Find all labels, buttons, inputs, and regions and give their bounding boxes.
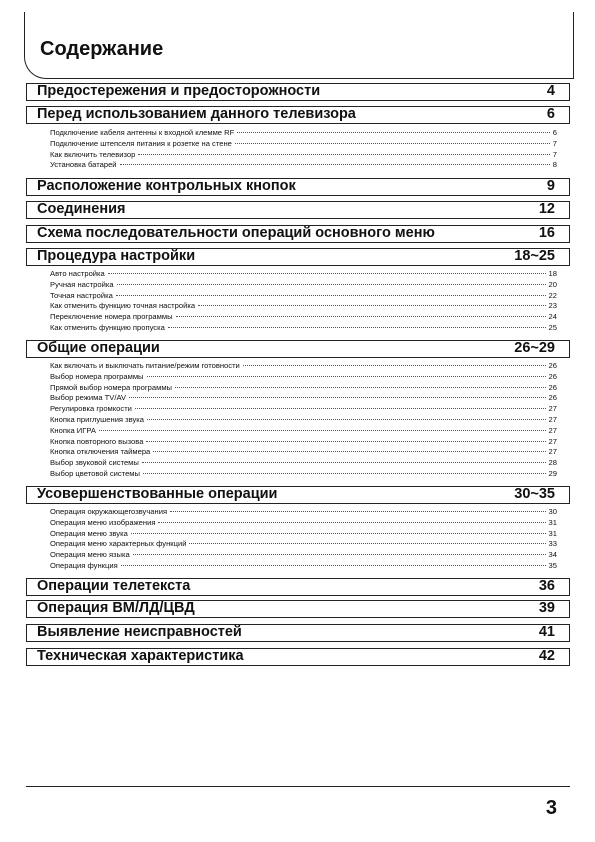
toc-entry[interactable] <box>50 372 557 383</box>
toc-entry[interactable] <box>50 312 557 323</box>
section-title: Выявление неисправностей <box>37 624 242 640</box>
toc-entry[interactable] <box>50 507 557 518</box>
entry-page: 25 <box>548 322 557 332</box>
entry-page: 26 <box>548 361 557 370</box>
dot-leader <box>176 316 546 317</box>
section-page: 9 <box>546 178 555 194</box>
section-page: 4 <box>546 83 555 99</box>
entry-page: 20 <box>548 279 557 289</box>
entry-title: Авто настройка <box>50 269 105 278</box>
entry-page: 22 <box>548 290 557 300</box>
section-title: Техническая характеристика <box>37 648 244 664</box>
entry-page: 35 <box>548 560 557 570</box>
dot-leader <box>133 554 546 555</box>
entry-page: 29 <box>548 468 557 478</box>
entry-title: Операция меню характерных функций <box>50 539 187 549</box>
toc-entry[interactable] <box>50 458 557 469</box>
toc-entry[interactable] <box>50 447 557 458</box>
entry-title: Регулировка громкости <box>50 404 132 414</box>
entry-title: Переключение номера программы <box>50 312 173 322</box>
dot-leader <box>116 295 546 296</box>
section-page: 41 <box>538 624 555 640</box>
section-title: Схема последовательности операций основного меню <box>37 225 435 241</box>
entry-title: Кнопка отключения таймера <box>50 447 151 457</box>
entry-page: 23 <box>548 301 557 311</box>
dot-leader <box>153 451 545 452</box>
subsection-list <box>50 361 557 480</box>
page-number: 3 <box>545 797 557 819</box>
section-heading[interactable] <box>26 600 570 618</box>
dot-leader <box>235 143 550 144</box>
entry-page: 30 <box>548 507 557 516</box>
section-page: 16 <box>538 225 555 241</box>
section-page: 30~35 <box>514 486 555 502</box>
section-page: 6 <box>546 106 555 122</box>
entry-title: Выбор звуковой системы <box>50 458 139 468</box>
entry-page: 28 <box>548 458 557 468</box>
section-heading[interactable] <box>26 83 570 101</box>
toc-entry[interactable] <box>50 150 557 161</box>
entry-title: Ручная настройка <box>50 279 114 289</box>
subsection-list <box>50 507 557 572</box>
section-heading[interactable] <box>26 340 570 358</box>
section-heading[interactable] <box>26 178 570 196</box>
entry-page: 34 <box>548 550 557 560</box>
entry-page: 7 <box>552 138 557 148</box>
dot-leader <box>175 387 546 388</box>
section-title: Соединения <box>37 201 126 217</box>
entry-page: 26 <box>548 393 557 403</box>
entry-title: Выбор режима TV/AV <box>50 393 127 403</box>
toc-entry[interactable] <box>50 518 557 529</box>
section-page: 39 <box>538 600 555 616</box>
dot-leader <box>147 419 546 420</box>
entry-title: Операция окружающегозвучания <box>50 507 168 516</box>
entry-title: Кнопка приглушения звука <box>50 414 145 424</box>
toc-entry[interactable] <box>50 323 557 334</box>
entry-title: Как отменить функцию пропуска <box>50 322 165 332</box>
dot-leader <box>198 305 546 306</box>
entry-title: Выбор цветовой системы <box>50 468 140 478</box>
entry-title: Выбор номера программы <box>50 371 144 381</box>
toc-entry[interactable] <box>50 269 557 280</box>
dot-leader <box>108 273 546 274</box>
section-heading[interactable] <box>26 106 570 124</box>
dot-leader <box>143 473 546 474</box>
entry-title: Кнопка повторного вызова <box>50 436 144 446</box>
entry-title: Установка батарей <box>50 160 117 170</box>
section-page: 36 <box>538 578 555 594</box>
entry-page: 27 <box>548 414 557 424</box>
entry-title: Операция меню изображения <box>50 517 156 527</box>
dot-leader <box>237 132 550 133</box>
section-heading[interactable] <box>26 624 570 642</box>
dot-leader <box>147 376 546 377</box>
entry-page: 31 <box>548 528 557 538</box>
entry-page: 27 <box>548 404 557 414</box>
entry-page: 27 <box>548 425 557 435</box>
section-heading[interactable] <box>26 486 570 504</box>
dot-leader <box>170 511 545 512</box>
section-title: Общие операции <box>37 340 160 356</box>
section-title: Операция ВМ/ЛД/ЦВД <box>37 600 195 616</box>
entry-title: Подключение кабеля антенны к входной клемме RF <box>50 128 235 137</box>
toc-entry[interactable] <box>50 280 557 291</box>
entry-title: Операция меню языка <box>50 550 130 560</box>
entry-page: 31 <box>548 517 557 527</box>
toc-entry[interactable] <box>50 415 557 426</box>
entry-title: Подключение штепселя питания к розетке на стене <box>50 138 232 148</box>
entry-title: Как включить телевизор <box>50 149 136 159</box>
entry-page: 7 <box>552 149 557 159</box>
dot-leader <box>135 408 546 409</box>
section-title: Расположение контрольных кнопок <box>37 178 296 194</box>
toc-entry[interactable] <box>50 160 557 171</box>
section-title: Предостережения и предосторожности <box>37 83 321 99</box>
entry-page: 33 <box>548 539 557 549</box>
toc-entry[interactable] <box>50 301 557 312</box>
toc-entry[interactable] <box>50 437 557 448</box>
section-page: 18~25 <box>514 248 555 264</box>
dot-leader <box>142 462 546 463</box>
toc-entry[interactable] <box>50 361 557 372</box>
section-title: Перед использованием данного телевизора <box>37 106 356 122</box>
section-title: Операции телетекста <box>37 578 191 594</box>
dot-leader <box>168 327 546 328</box>
toc-entry[interactable] <box>50 393 557 404</box>
footer-divider <box>26 786 570 787</box>
entry-title: Как отменить функцию точная настройка <box>50 301 196 311</box>
entry-page: 8 <box>552 160 557 170</box>
entry-title: Прямой выбор номера программы <box>50 382 172 392</box>
entry-page: 27 <box>548 436 557 446</box>
entry-page: 26 <box>548 382 557 392</box>
dot-leader <box>121 565 546 566</box>
toc-entry[interactable] <box>50 426 557 437</box>
dot-leader <box>243 365 546 366</box>
toc-entry[interactable] <box>50 291 557 302</box>
entry-title: Точная настройка <box>50 290 113 300</box>
entry-page: 18 <box>548 269 557 278</box>
entry-page: 24 <box>548 312 557 322</box>
toc-entry[interactable] <box>50 539 557 550</box>
toc-entry[interactable] <box>50 469 557 480</box>
section-heading[interactable] <box>26 201 570 219</box>
toc-entry[interactable] <box>50 383 557 394</box>
entry-title: Операция функция <box>50 560 118 570</box>
entry-title: Как включать и выключать питание/режим готовности <box>50 361 240 370</box>
entry-title: Кнопка ИГРА <box>50 425 96 435</box>
page-title: Содержание <box>40 38 164 60</box>
toc-entry[interactable] <box>50 404 557 415</box>
dot-leader <box>138 154 549 155</box>
dot-leader <box>129 397 546 398</box>
entry-title: Операция меню звука <box>50 528 128 538</box>
dot-leader <box>146 441 545 442</box>
section-page: 42 <box>538 648 555 664</box>
entry-page: 27 <box>548 447 557 457</box>
section-page: 26~29 <box>514 340 555 356</box>
entry-page: 26 <box>548 371 557 381</box>
section-heading[interactable] <box>26 578 570 596</box>
toc-entry[interactable] <box>50 128 557 139</box>
dot-leader <box>158 522 545 523</box>
section-heading[interactable] <box>26 648 570 666</box>
section-heading[interactable] <box>26 225 570 243</box>
section-title: Усовершенствованные операции <box>37 486 278 502</box>
dot-leader <box>99 430 546 431</box>
toc-entry[interactable] <box>50 550 557 561</box>
toc-entry[interactable] <box>50 529 557 540</box>
section-heading[interactable] <box>26 248 570 266</box>
section-title: Процедура настройки <box>37 248 196 264</box>
subsection-list <box>50 269 557 334</box>
dot-leader <box>131 533 546 534</box>
toc-entry[interactable] <box>50 139 557 150</box>
dot-leader <box>117 284 546 285</box>
dot-leader <box>189 543 545 544</box>
toc-entry[interactable] <box>50 561 557 572</box>
dot-leader <box>120 164 550 165</box>
section-page: 12 <box>538 201 555 217</box>
subsection-list <box>50 128 557 171</box>
entry-page: 6 <box>552 128 557 137</box>
